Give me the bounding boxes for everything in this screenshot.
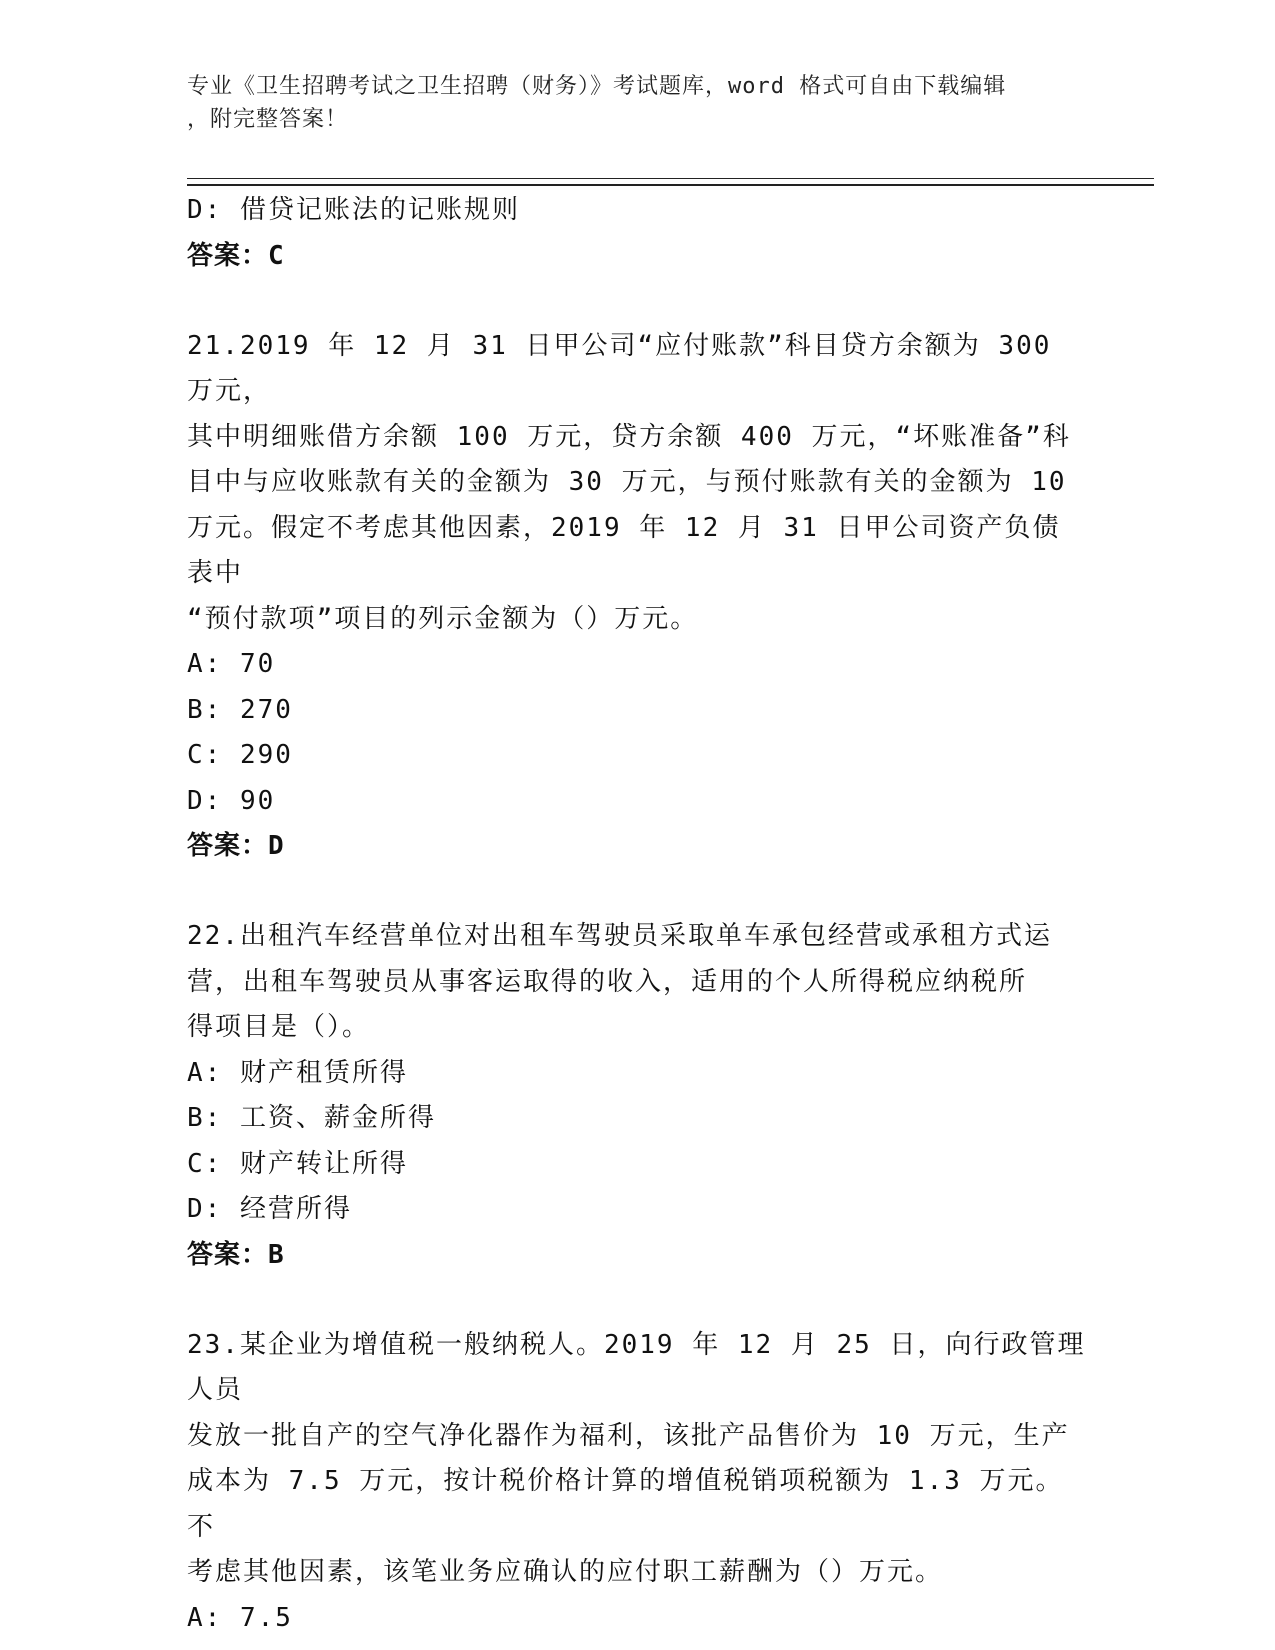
question-21-line: 其中明细账借方余额 100 万元，贷方余额 400 万元，“坏账准备”科	[187, 421, 1071, 452]
question-22-option-a: A: 财产租赁所得	[187, 1057, 408, 1088]
question-23	[187, 1323, 1087, 1642]
question-22-line: 22.出租汽车经营单位对出租车驾驶员采取单车承包经营或承租方式运	[187, 921, 1052, 951]
question-22-answer: 答案：B	[187, 1239, 285, 1270]
prev-answer: 答案：C	[187, 240, 285, 271]
question-21-option-b: B: 270	[187, 694, 293, 725]
question-21-answer: 答案：D	[187, 831, 285, 861]
question-22-option-b: B: 工资、薪金所得	[187, 1103, 436, 1133]
header-rule-thick	[187, 184, 1154, 186]
question-23-option-a: A: 7.5	[187, 1602, 293, 1633]
question-23-line: 23.某企业为增值税一般纳税人。2019 年 12 月 25 日，向行政管理人员	[187, 1329, 1086, 1405]
question-21-option-c: C: 290	[187, 740, 293, 770]
document-header	[187, 70, 1087, 136]
spacer	[187, 1278, 1087, 1323]
prev-option-d: D: 借贷记账法的记账规则	[187, 195, 520, 225]
question-21-option-d: D: 90	[187, 785, 276, 816]
header-line-1: 专业《卫生招聘考试之卫生招聘（财务）》考试题库，word 格式可自由下载编辑	[187, 74, 1007, 99]
question-22-option-d: D: 经营所得	[187, 1194, 352, 1224]
question-21	[187, 324, 1087, 870]
question-21-line: “预付款项”项目的列示金额为（）万元。	[187, 603, 699, 634]
question-22-line: 得项目是（）。	[187, 1012, 371, 1042]
question-21-line: 目中与应收账款有关的金额为 30 万元，与预付账款有关的金额为 10	[187, 467, 1067, 497]
question-22	[187, 914, 1087, 1278]
question-23-line: 考虑其他因素，该笔业务应确认的应付职工薪酬为（）万元。	[187, 1557, 944, 1587]
header-line-2: ，附完整答案！	[187, 107, 349, 132]
question-23-line: 发放一批自产的空气净化器作为福利，该批产品售价为 10 万元，生产	[187, 1420, 1070, 1451]
question-22-option-c: C: 财产转让所得	[187, 1148, 408, 1179]
spacer	[187, 869, 1087, 914]
question-23-line: 成本为 7.5 万元，按计税价格计算的增值税销项税额为 1.3 万元。不	[187, 1466, 1064, 1542]
header-rule-thin	[187, 178, 1154, 179]
question-22-line: 营，出租车驾驶员从事客运取得的收入，适用的个人所得税应纳税所	[187, 966, 1028, 997]
question-21-line: 万元。假定不考虑其他因素，2019 年 12 月 31 日甲公司资产负债表中	[187, 512, 1061, 588]
spacer	[187, 279, 1087, 324]
question-content	[187, 188, 1087, 1641]
question-21-option-a: A: 70	[187, 649, 276, 679]
question-21-line: 21.2019 年 12 月 31 日甲公司“应付账款”科目贷方余额为 300 万元，	[187, 330, 1070, 406]
